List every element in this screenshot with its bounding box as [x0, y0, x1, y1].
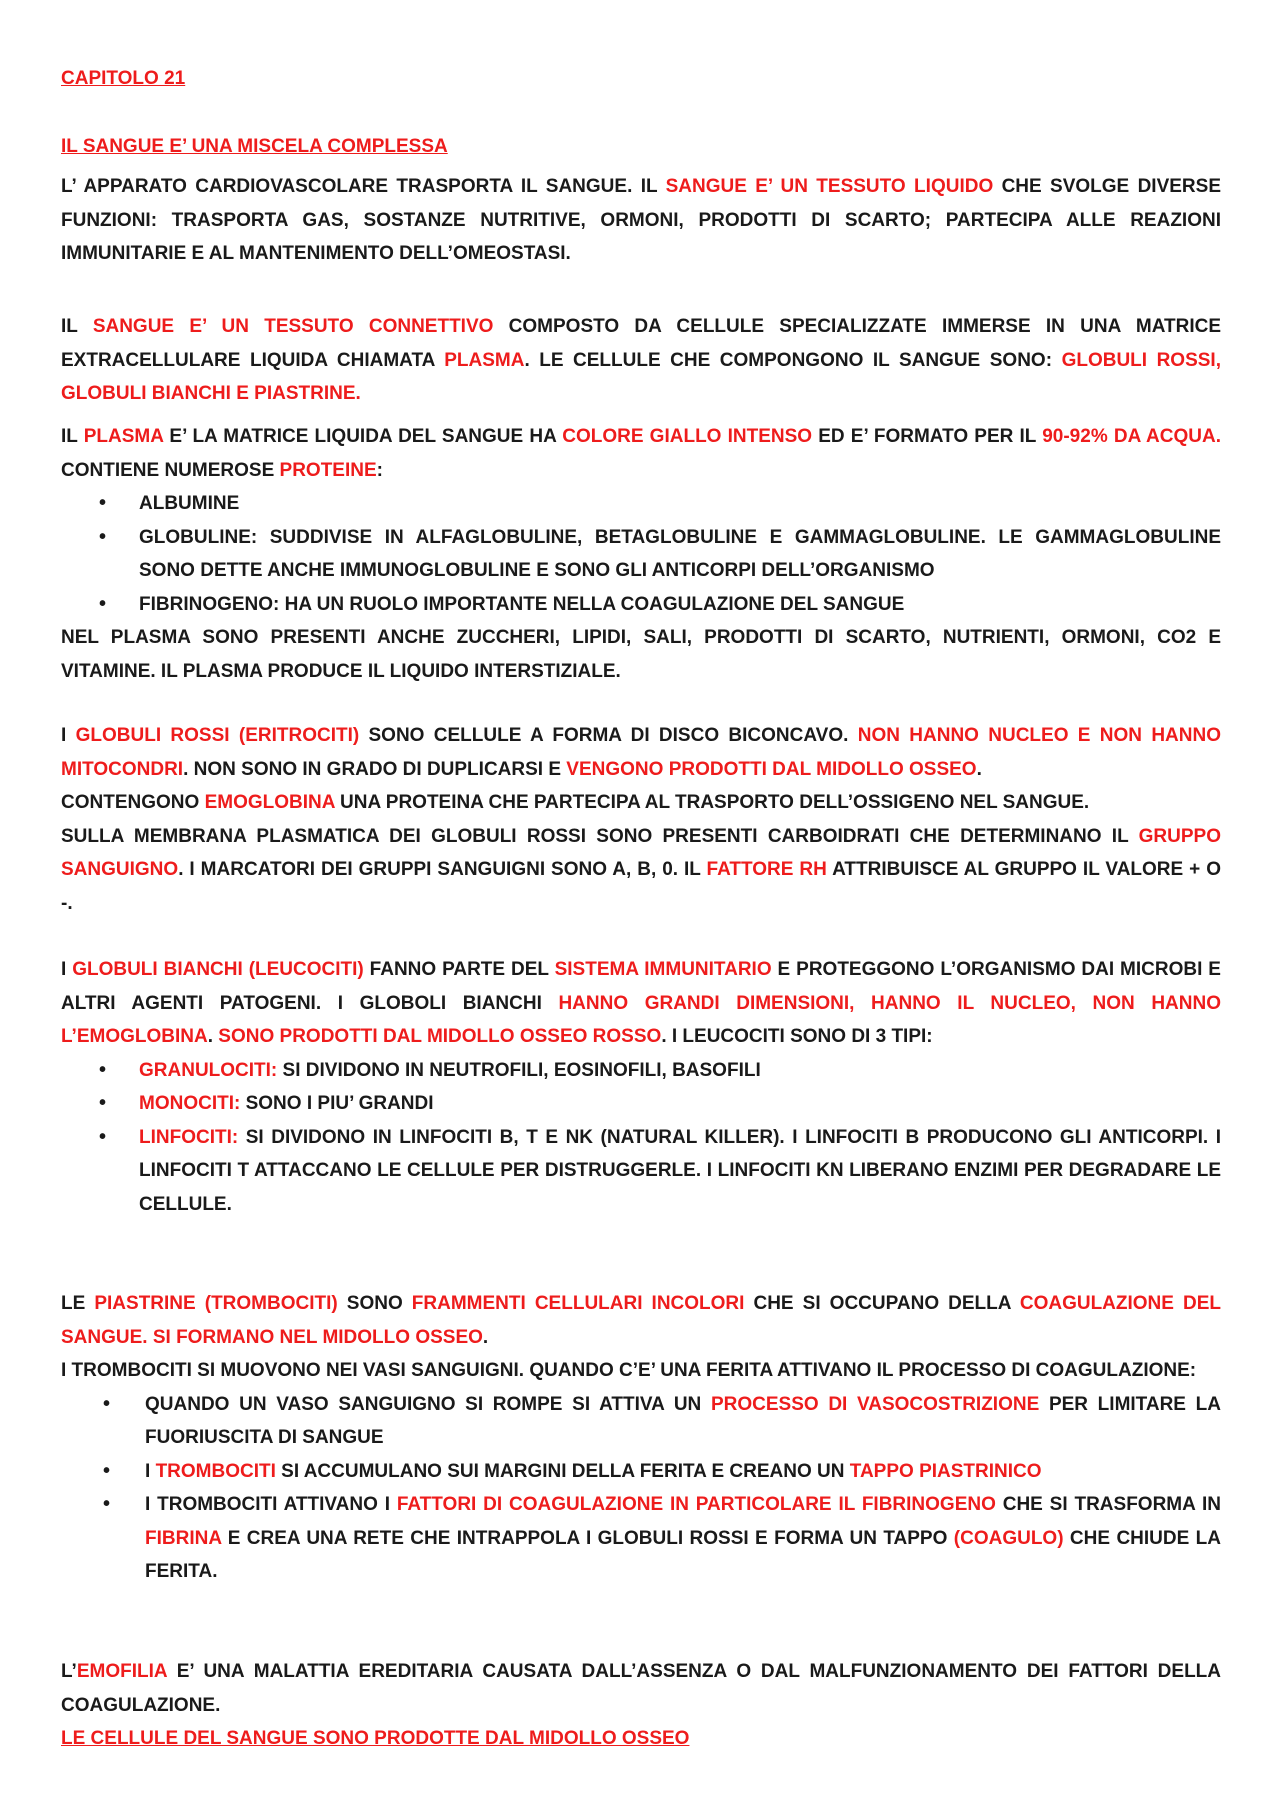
section-title: IL SANGUE E’ UNA MISCELA COMPLESSA [61, 136, 448, 157]
list-item: • GRANULOCITI: SI DIVIDONO IN NEUTROFILI, EOSINOFILI, BASOFILI [61, 1054, 1221, 1088]
closing-heading: LE CELLULE DEL SANGUE SONO PRODOTTE DAL MIDOLLO OSSEO [61, 1728, 690, 1749]
list-item: • ALBUMINE [61, 487, 1221, 521]
leukocyte-type-list [61, 1054, 1221, 1222]
red-cells-section [61, 719, 1221, 920]
list-item: • I TROMBOCITI SI ACCUMULANO SUI MARGINI DELLA FERITA E CREANO UN TAPPO PIASTRINICO [61, 1455, 1221, 1489]
paragraph-plasma: IL PLASMA E’ LA MATRICE LIQUIDA DEL SANGUE HA COLORE GIALLO INTENSO ED E’ FORMATO PER IL 90-92% DA ACQUA. CONTIENE NUMEROSE PROTEINE: [61, 426, 1221, 481]
white-cells-section [61, 953, 1221, 1221]
coagulation-steps-list [61, 1388, 1221, 1589]
paragraph-platelets: LE PIASTRINE (TROMBOCITI) SONO FRAMMENTI CELLULARI INCOLORI CHE SI OCCUPANO DELLA COAGULAZIONE DEL SANGUE. SI FORMANO NEL MIDOLLO OSSEO. [61, 1293, 1222, 1348]
plasma-section [61, 420, 1221, 688]
paragraph-hemoglobin: CONTENGONO EMOGLOBINA UNA PROTEINA CHE PARTECIPA AL TRASPORTO DELL’OSSIGENO NEL SANGUE. [61, 792, 1090, 813]
list-item: • I TROMBOCITI ATTIVANO I FATTORI DI COAGULAZIONE IN PARTICOLARE IL FIBRINOGENO CHE SI TRASFORMA IN FIBRINA E CREA UNA RETE CHE INTRAPPOLA I GLOBULI ROSSI E FORMA UN TAPPO (COAGULO) CHE CHIUDE LA FERITA. [61, 1488, 1221, 1589]
paragraph-connective-tissue: IL SANGUE E’ UN TESSUTO CONNETTIVO COMPOSTO DA CELLULE SPECIALIZZATE IMMERSE IN UNA MATRICE EXTRACELLULARE LIQUIDA CHIAMATA PLASMA. LE CELLULE CHE COMPONGONO IL SANGUE SONO: GLOBULI ROSSI, GLOBULI BIANCHI E PIASTRINE. [61, 316, 1222, 404]
paragraph-hemophilia: L’EMOFILIA E’ UNA MALATTIA EREDITARIA CAUSATA DALL’ASSENZA O DAL MALFUNZIONAMENTO DEI FATTORI DELLA COAGULAZIONE. [61, 1661, 1221, 1716]
list-item: • MONOCITI: SONO I PIU’ GRANDI [61, 1087, 1221, 1121]
paragraph-red-cells: I GLOBULI ROSSI (ERITROCITI) SONO CELLULE A FORMA DI DISCO BICONCAVO. NON HANNO NUCLEO E NON HANNO MITOCONDRI. NON SONO IN GRADO DI DUPLICARSI E VENGONO PRODOTTI DAL MIDOLLO OSSEO. [61, 725, 1221, 780]
list-item: • GLOBULINE: SUDDIVISE IN ALFAGLOBULINE, BETAGLOBULINE E GAMMAGLOBULINE. LE GAMMAGLOBULINE SONO DETTE ANCHE IMMUNOGLOBULINE E SONO GLI ANTICORPI DELL’ORGANISMO [61, 521, 1221, 588]
hemophilia-section [61, 1655, 1221, 1756]
list-item: • QUANDO UN VASO SANGUIGNO SI ROMPE SI ATTIVA UN PROCESSO DI VASOCOSTRIZIONE PER LIMITARE LA FUORIUSCITA DI SANGUE [61, 1388, 1221, 1455]
list-item: • FIBRINOGENO: HA UN RUOLO IMPORTANTE NELLA COAGULAZIONE DEL SANGUE [61, 588, 1221, 622]
plasma-protein-list [61, 487, 1221, 621]
paragraph-plasma-contents: NEL PLASMA SONO PRESENTI ANCHE ZUCCHERI, LIPIDI, SALI, PRODOTTI DI SCARTO, NUTRIENTI, ORMONI, CO2 E VITAMINE. IL PLASMA PRODUCE IL LIQUIDO INTERSTIZIALE. [61, 627, 1221, 682]
list-item: • LINFOCITI: SI DIVIDONO IN LINFOCITI B, T E NK (NATURAL KILLER). I LINFOCITI B PRODUCONO GLI ANTICORPI. I LINFOCITI T ATTACCANO LE CELLULE PER DISTRUGGERLE. I LINFOCITI KN LIBERANO ENZIMI PER DEGRADARE LE CELLULE. [61, 1121, 1221, 1222]
paragraph-platelet-movement: I TROMBOCITI SI MUOVONO NEI VASI SANGUIGNI. QUANDO C’E’ UNA FERITA ATTIVANO IL PROCESSO DI COAGULAZIONE: [61, 1360, 1197, 1381]
paragraph-white-cells: I GLOBULI BIANCHI (LEUCOCITI) FANNO PARTE DEL SISTEMA IMMUNITARIO E PROTEGGONO L’ORGANISMO DAI MICROBI E ALTRI AGENTI PATOGENI. I GLOBOLI BIANCHI HANNO GRANDI DIMENSIONI, HANNO IL NUCLEO, NON HANNO L’EMOGLOBINA. SONO PRODOTTI DAL MIDOLLO OSSEO ROSSO. I LEUCOCITI SONO DI 3 TIPI: [61, 959, 1221, 1047]
paragraph-blood-group: SULLA MEMBRANA PLASMATICA DEI GLOBULI ROSSI SONO PRESENTI CARBOIDRATI CHE DETERMINANO IL GRUPPO SANGUIGNO. I MARCATORI DEI GRUPPI SANGUIGNI SONO A, B, 0. IL FATTORE RH ATTRIBUISCE AL GRUPPO IL VALORE + O -. [61, 825, 1221, 914]
platelets-section [61, 1287, 1221, 1589]
paragraph-cardiovascular: L’ APPARATO CARDIOVASCOLARE TRASPORTA IL SANGUE. IL SANGUE E’ UN TESSUTO LIQUIDO CHE SVOLGE DIVERSE FUNZIONI: TRASPORTA GAS, SOSTANZE NUTRITIVE, ORMONI, PRODOTTI DI SCARTO; PARTECIPA ALLE REAZIONI IMMUNITARIE E AL MANTENIMENTO DELL’OMEOSTASI. [61, 176, 1221, 264]
chapter-title: CAPITOLO 21 [61, 68, 186, 89]
